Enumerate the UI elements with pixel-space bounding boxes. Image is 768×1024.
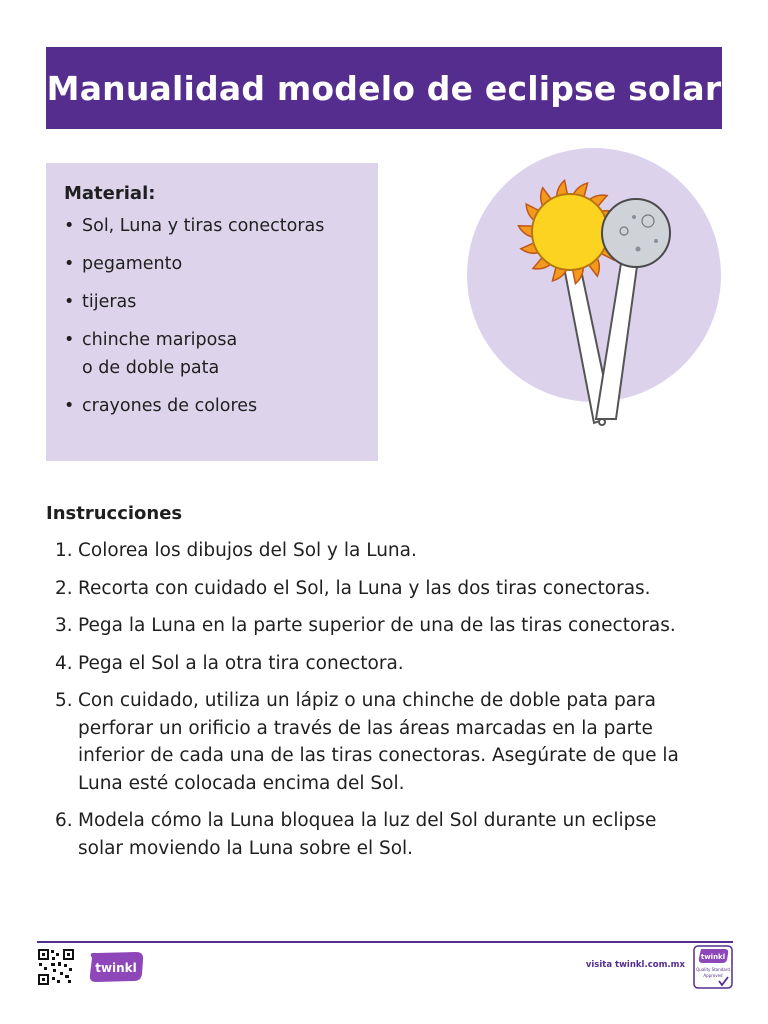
material-item: • chinche mariposa o de doble pata [64, 330, 238, 378]
materials-heading: Material: [64, 183, 156, 204]
svg-text:twinkl: twinkl [700, 953, 726, 961]
svg-text:Approved: Approved [703, 973, 723, 978]
visit-link[interactable]: visita twinkl.com.mx [585, 960, 685, 970]
material-item: • tijeras [64, 292, 137, 312]
page-title: Manualidad modelo de eclipse solar [46, 68, 722, 108]
svg-text:Quality Standard: Quality Standard [696, 967, 730, 972]
twinkl-logo[interactable] [86, 950, 146, 984]
quality-standard-badge [693, 945, 733, 989]
material-item: • pegamento [64, 254, 183, 274]
qr-code-icon[interactable] [37, 948, 75, 986]
material-item: • crayones de colores [64, 396, 258, 416]
instruction-step: 6. Modela cómo la Luna bloquea la luz del Sol durante un eclipse solar moviendo la Luna sobre el Sol. [55, 810, 657, 859]
title-banner [46, 47, 722, 129]
moon-icon [602, 199, 670, 267]
materials-box [46, 163, 378, 461]
eclipse-model-illustration [466, 147, 722, 437]
instructions-list [46, 537, 736, 872]
instruction-step: 3. Pega la Luna en la parte superior de una de las tiras conectoras. [55, 615, 676, 636]
instructions-heading: Instrucciones [46, 503, 183, 524]
footer-divider [37, 941, 733, 943]
instruction-step: 1. Colorea los dibujos del Sol y la Luna. [55, 540, 417, 561]
instruction-step: 5. Con cuidado, utiliza un lápiz o una chinche de doble pata para perforar un orificio a través de las áreas marcadas en la parte inferior de cada una de las tiras conectoras. Asegúrate de que la Luna esté colocada encima del Sol. [55, 690, 679, 794]
materials-list [64, 212, 364, 420]
material-item: • Sol, Luna y tiras conectoras [64, 216, 325, 236]
instruction-step: 4. Pega el Sol a la otra tira conectora. [55, 652, 404, 674]
svg-text:twinkl: twinkl [95, 961, 137, 975]
instruction-step: 2. Recorta con cuidado el Sol, la Luna y las dos tiras conectoras. [55, 577, 651, 599]
